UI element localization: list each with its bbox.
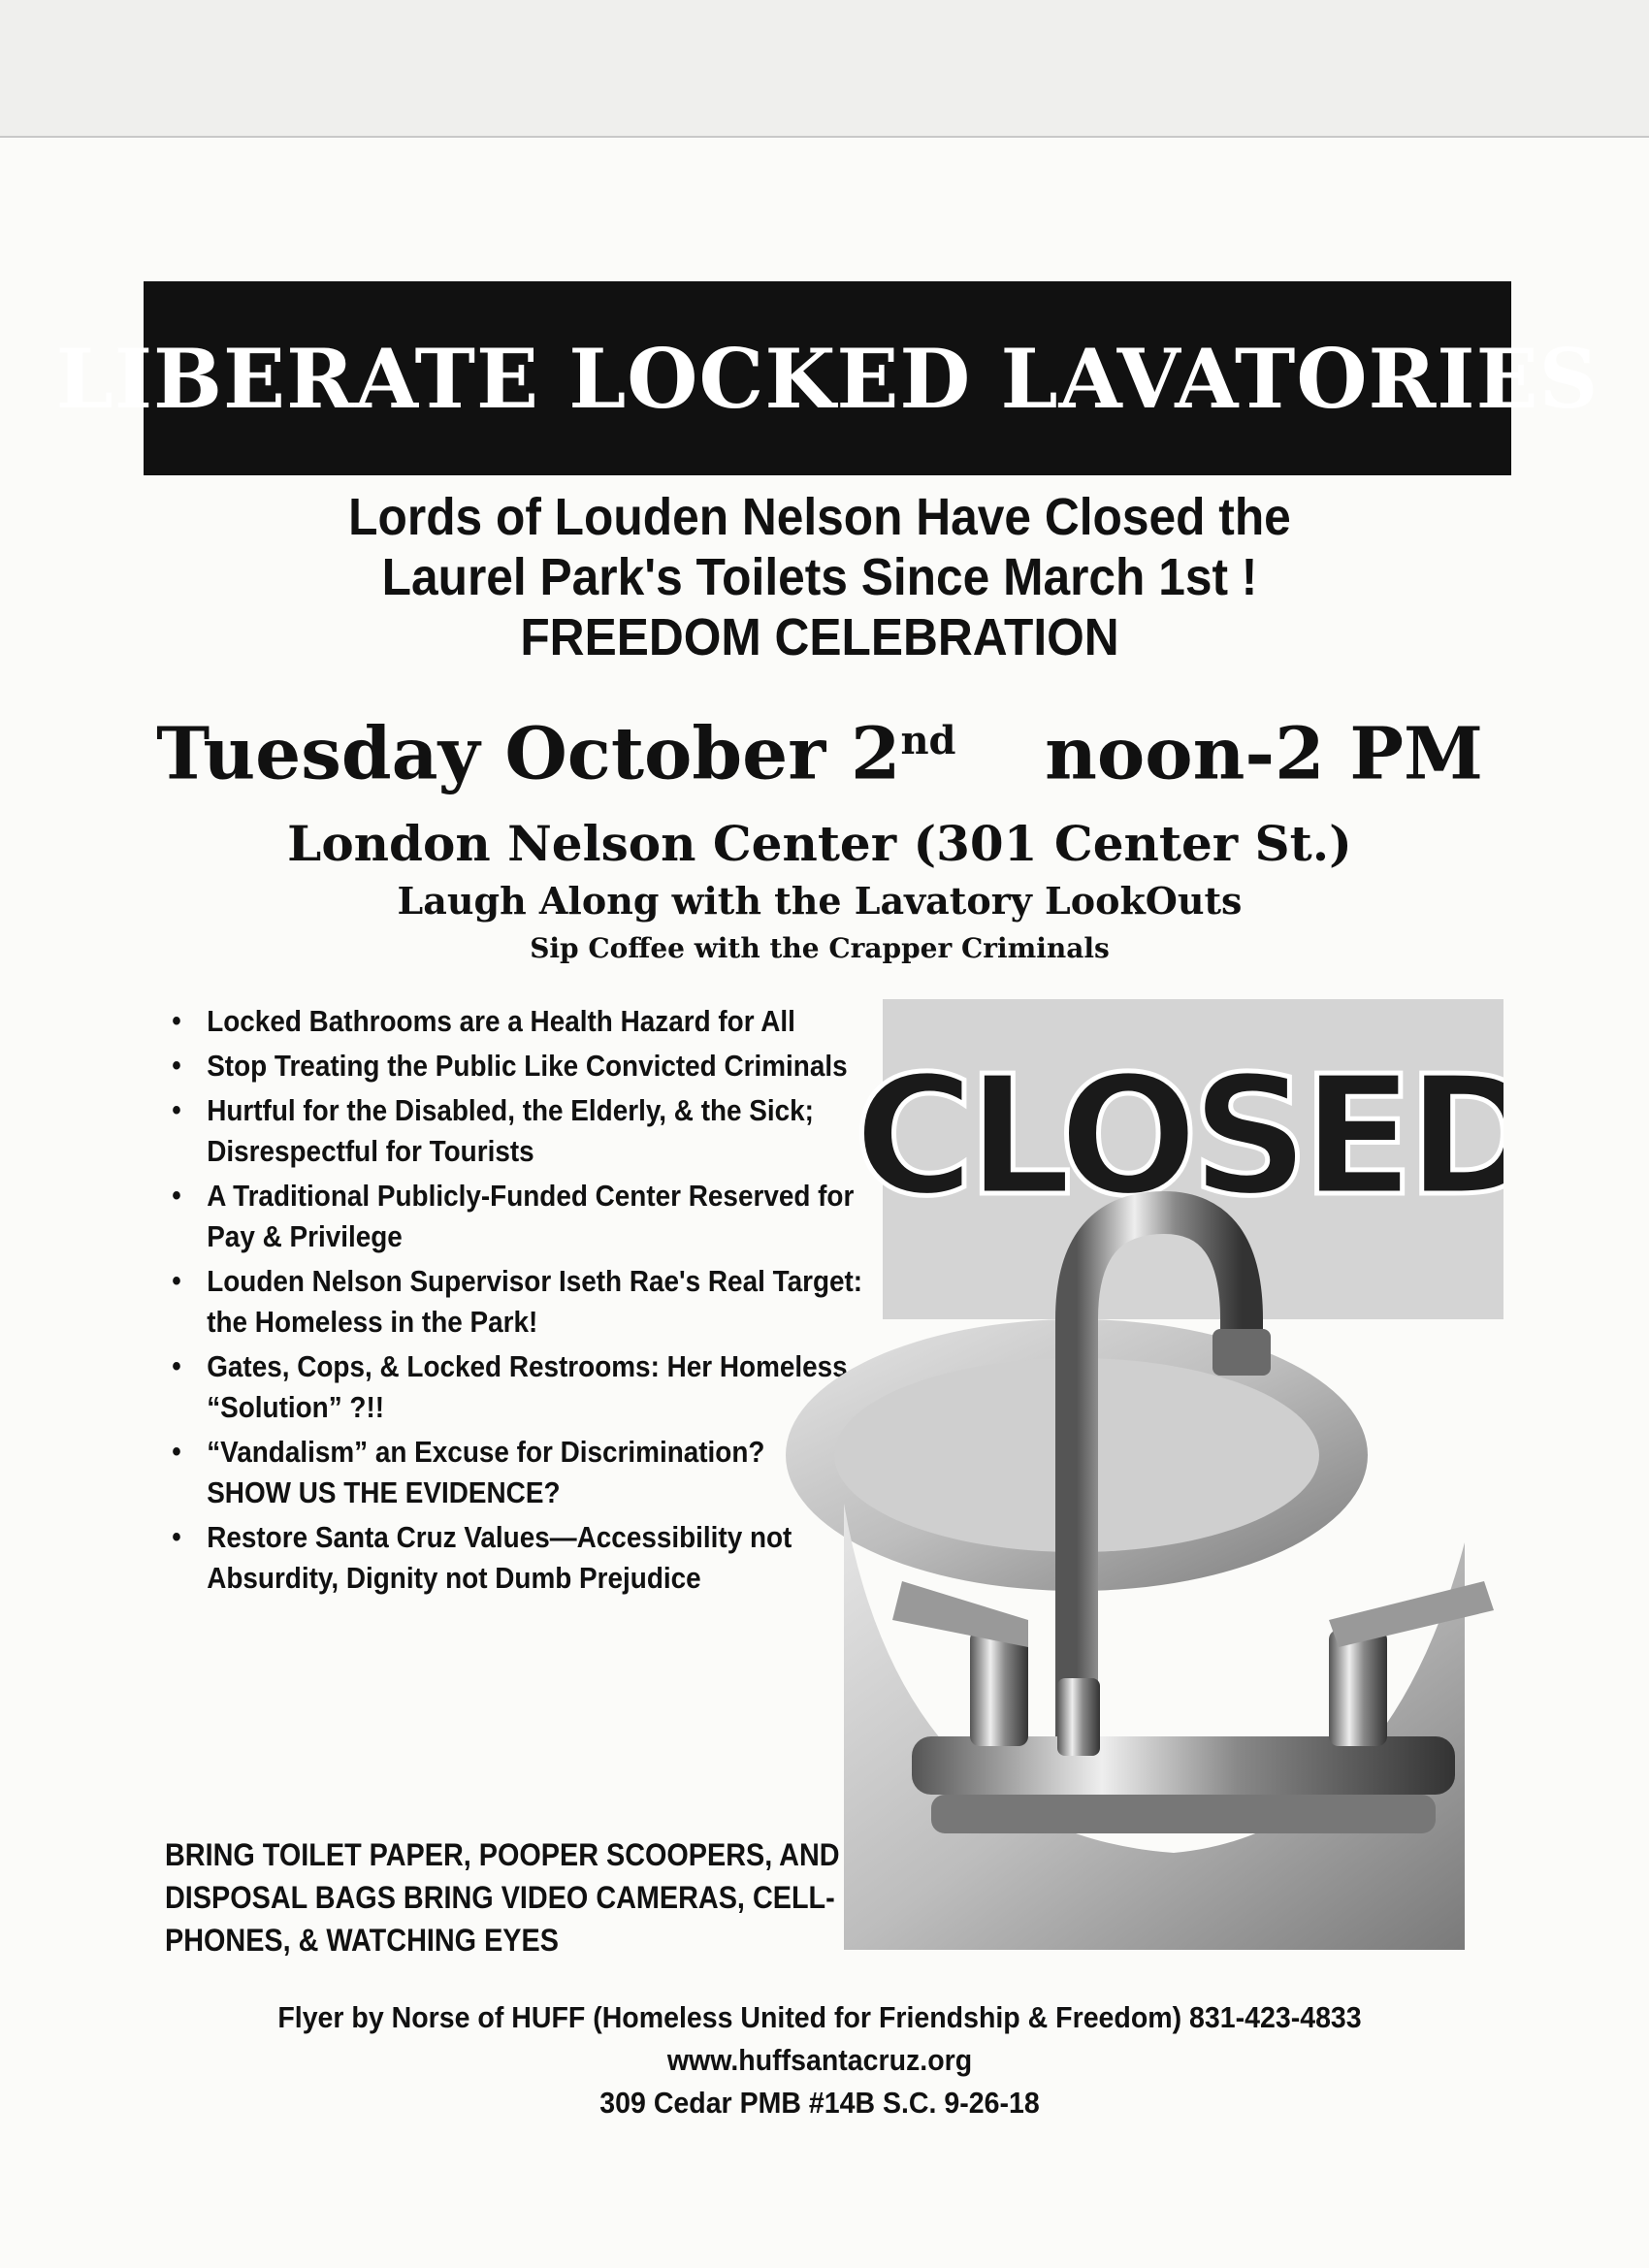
bullet-item [165, 1176, 863, 1257]
bullet-text: Stop Treating the Public Like Convicted Criminals [207, 1049, 848, 1083]
banner-title: LIBERATE LOCKED LAVATORIES [55, 330, 1600, 427]
bullet-extra-text: SHOW US THE EVIDENCE? [207, 1475, 561, 1509]
footer-address: 309 Cedar PMB #14B S.C. 9-26-18 [599, 2086, 1040, 2120]
event-date-time [116, 700, 1523, 795]
footer-credit: Flyer by Norse of HUFF (Homeless United for Friendship & Freedom) 831-423-4833 [277, 2000, 1362, 2034]
bullet-text: Hurtful for the Disabled, the Elderly, & the Sick; Disrespectful for Tourists [207, 1093, 814, 1168]
bullet-item [165, 1046, 863, 1086]
toilet-faucet-illustration [786, 999, 1504, 1950]
title-banner [55, 281, 1600, 475]
event-sip-line: Sip Coffee with the Crapper Criminals [530, 932, 1110, 964]
faucet-tip-shape [1212, 1329, 1271, 1376]
bullet-item [165, 1432, 863, 1513]
event-ordinal: nd [900, 718, 956, 763]
bullet-item [165, 1090, 863, 1172]
flyer [55, 272, 1600, 2163]
event-venue: London Nelson Center (301 Center St.) [287, 815, 1352, 872]
bullet-text: Restore Santa Cruz Values—Accessibility not Absurdity, Dignity not Dumb Prejudice [207, 1520, 792, 1595]
right-handle-lever-shape [1329, 1581, 1494, 1647]
faucet-base-lower-shape [931, 1795, 1436, 1833]
subhead-line-1: Lords of Louden Nelson Have Closed the [348, 488, 1291, 546]
bullet-item [165, 1261, 863, 1343]
event-laugh-line: Laugh Along with the Lavatory LookOuts [397, 879, 1243, 923]
bullet-item [165, 1001, 863, 1042]
right-handle-stem-shape [1329, 1630, 1387, 1746]
bullet-text: “Vandalism” an Excuse for Discrimination? [207, 1435, 765, 1469]
bullet-text: A Traditional Publicly-Funded Center Reserved for Pay & Privilege [207, 1179, 855, 1253]
subhead-line-3: FREEDOM CELEBRATION [520, 608, 1119, 666]
closed-toilet-image [786, 999, 1504, 1950]
left-handle-lever-shape [892, 1581, 1028, 1647]
subhead-line-2: Laurel Park's Toilets Since March 1st ! [381, 548, 1258, 606]
bullet-item [165, 1346, 863, 1428]
event-day: Tuesday October 2 [156, 712, 901, 796]
footer [116, 1996, 1523, 2124]
scan-top-band [0, 0, 1649, 138]
closed-sign-text: CLOSED [854, 1041, 1504, 1233]
event-time: noon-2 PM [1045, 712, 1483, 796]
bullet-text: Gates, Cops, & Locked Restrooms: Her Homeless “Solution” ?!! [207, 1349, 848, 1424]
footer-website: www.huffsantacruz.org [666, 2043, 973, 2077]
bullet-item [165, 1517, 863, 1599]
left-handle-stem-shape [970, 1630, 1028, 1746]
bullet-text: Locked Bathrooms are a Health Hazard for All [207, 1004, 795, 1038]
bullet-text: Louden Nelson Supervisor Iseth Rae's Real Target: the Homeless in the Park! [207, 1264, 863, 1339]
bring-instructions: BRING TOILET PAPER, POOPER SCOOPERS, AND DISPOSAL BAGS BRING VIDEO CAMERAS, CELL-PHONES, & WATCHING EYES [165, 1837, 840, 1958]
center-fitting-shape [1057, 1678, 1100, 1756]
